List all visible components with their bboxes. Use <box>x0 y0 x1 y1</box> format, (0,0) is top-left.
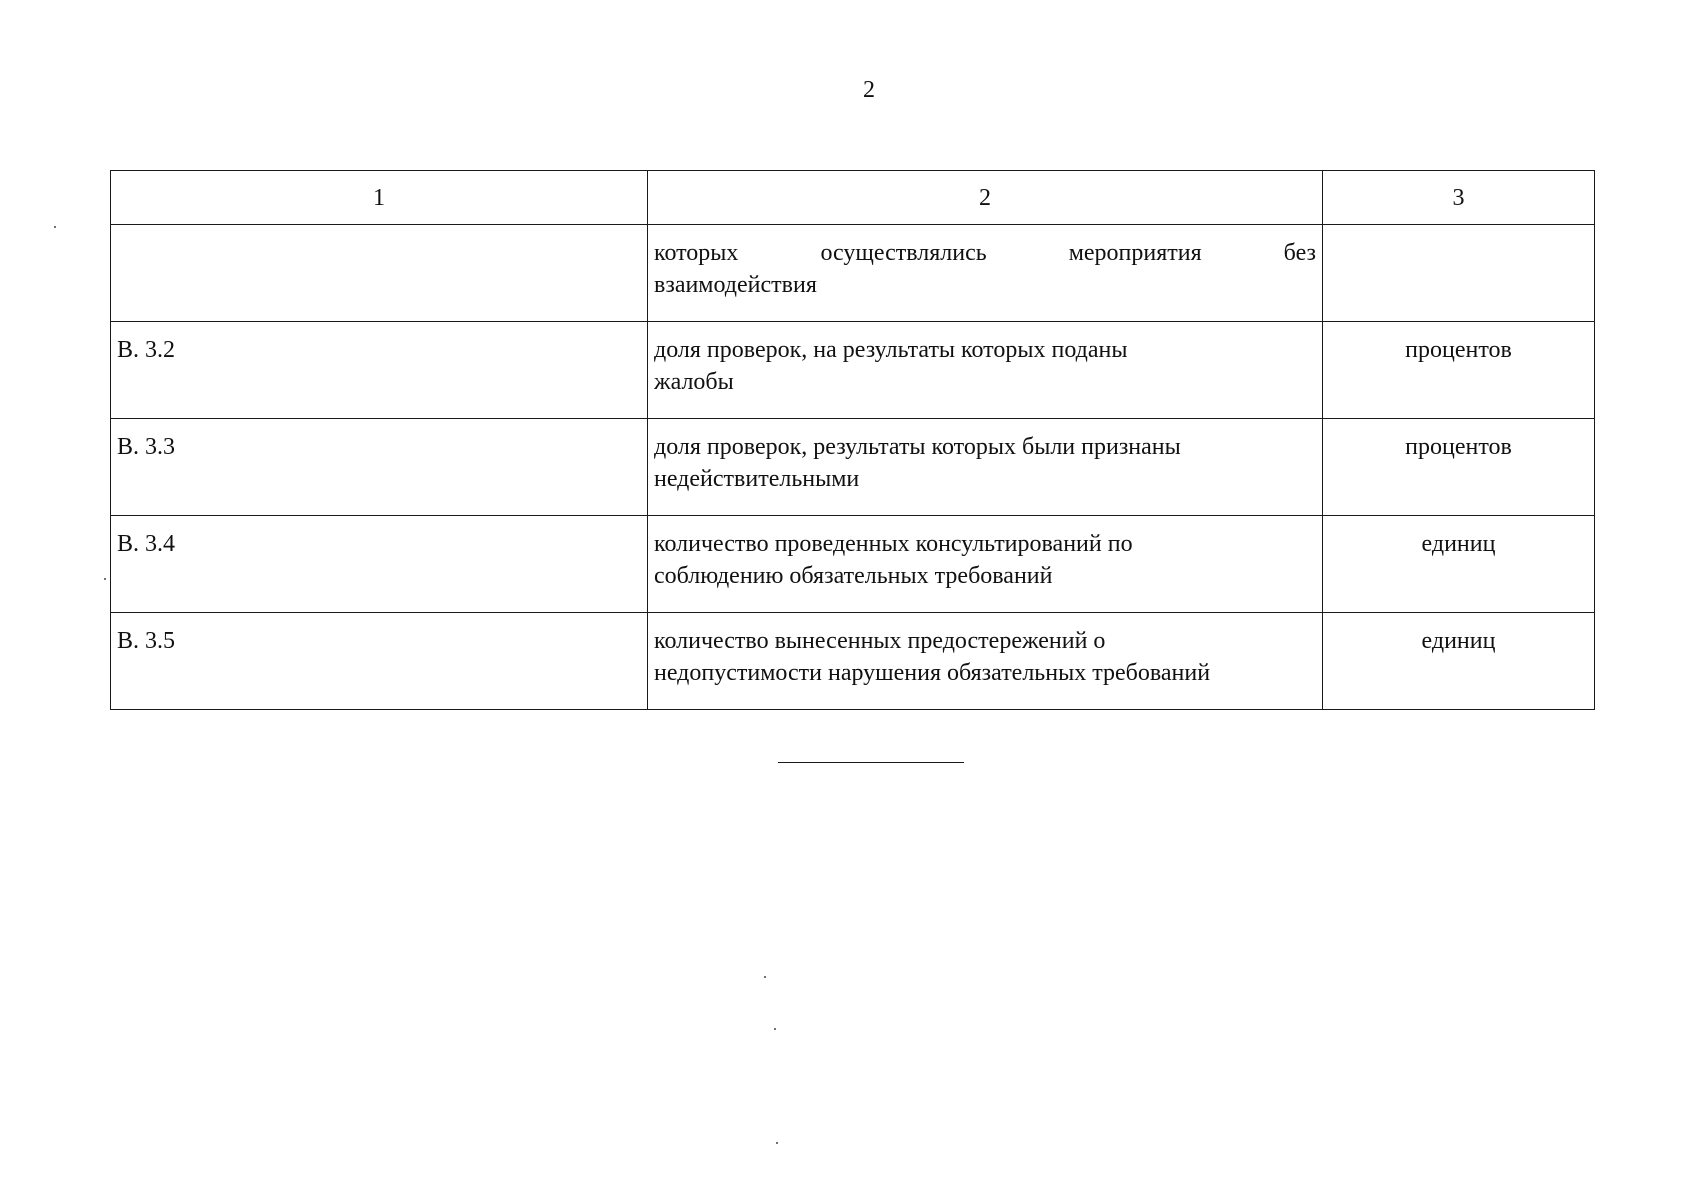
column-header-2: 2 <box>648 171 1323 225</box>
row-description-line-1: доля проверок, результаты которых были признаны <box>654 434 1181 460</box>
indicators-table <box>110 170 1595 710</box>
row-unit: процентов <box>1323 419 1595 516</box>
row-code <box>111 225 648 322</box>
row-description-line-2: взаимодействия <box>654 272 817 298</box>
table-row <box>111 322 1595 419</box>
scan-speck <box>54 226 56 228</box>
row-unit <box>1323 225 1595 322</box>
row-code: В. 3.3 <box>111 419 648 516</box>
row-description-line-2: жалобы <box>654 369 734 395</box>
table-row <box>111 225 1595 322</box>
row-description-line-2: недействительными <box>654 466 860 492</box>
scan-speck <box>774 1028 776 1030</box>
row-description-line-1: которых осуществлялись мероприятия без <box>654 240 1316 266</box>
table-row <box>111 419 1595 516</box>
scan-speck <box>764 976 766 978</box>
row-description-line-2: недопустимости нарушения обязательных требований <box>654 660 1211 686</box>
table-header-row <box>111 171 1595 225</box>
row-description <box>648 516 1323 613</box>
end-divider-line <box>778 762 964 763</box>
scan-speck <box>776 1142 778 1144</box>
row-code: В. 3.5 <box>111 613 648 710</box>
row-description <box>648 613 1323 710</box>
row-unit: единиц <box>1323 516 1595 613</box>
row-description-line-1: доля проверок, на результаты которых поданы <box>654 337 1128 363</box>
row-code: В. 3.4 <box>111 516 648 613</box>
table-row <box>111 516 1595 613</box>
row-description-line-1: количество вынесенных предостережений о <box>654 628 1106 654</box>
scan-speck <box>104 578 106 580</box>
column-header-3: 3 <box>1323 171 1595 225</box>
row-description <box>648 419 1323 516</box>
row-unit: процентов <box>1323 322 1595 419</box>
row-description <box>648 225 1323 322</box>
row-description-line-1: количество проведенных консультирований по <box>654 531 1133 557</box>
row-unit: единиц <box>1323 613 1595 710</box>
page-number: 2 <box>863 77 875 103</box>
row-description-line-2: соблюдению обязательных требований <box>654 563 1053 589</box>
row-description <box>648 322 1323 419</box>
table-row <box>111 613 1595 710</box>
column-header-1: 1 <box>111 171 648 225</box>
row-code: В. 3.2 <box>111 322 648 419</box>
